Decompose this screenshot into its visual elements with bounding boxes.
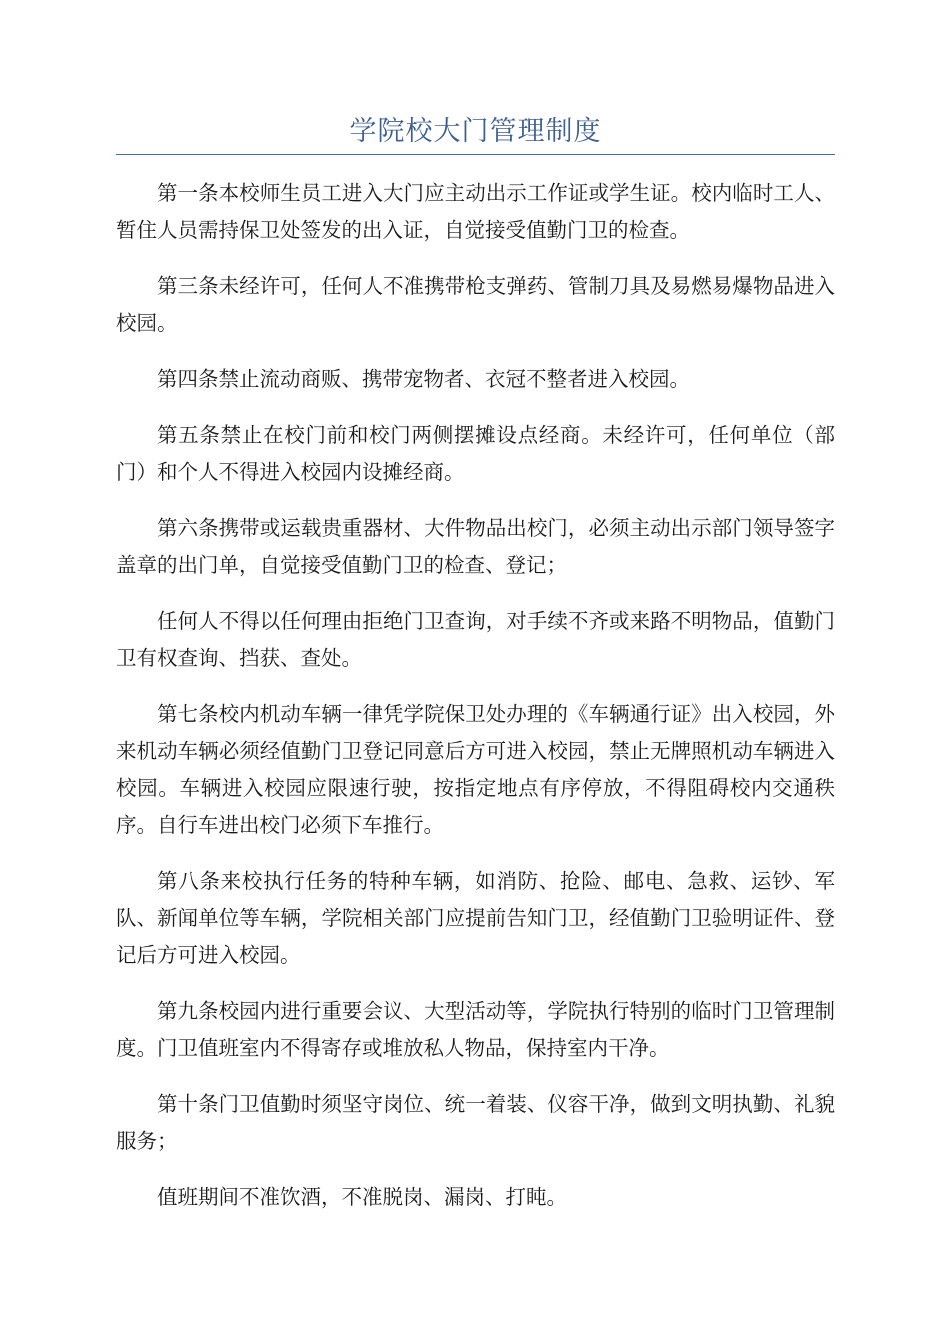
- paragraph-article-10-cont: 值班期间不准饮酒，不准脱岗、漏岗、打盹。: [157, 1185, 567, 1209]
- document-body: [116, 175, 835, 1235]
- document-title: 学院校大门管理制度: [349, 116, 602, 147]
- paragraph-article-4: 第四条禁止流动商贩、携带宠物者、衣冠不整者进入校园。: [157, 367, 690, 391]
- title-underline: [116, 154, 835, 155]
- paragraph-article-6: 第六条携带或运载贵重器材、大件物品出校门，必须主动出示部门领导签字盖章的出门单，自觉接受值勤门卫的检查、登记；: [116, 516, 835, 577]
- paragraph-article-5: 第五条禁止在校门前和校门两侧摆摊设点经商。未经许可，任何单位（部门）和个人不得进入校园内设摊经商。: [116, 423, 835, 484]
- paragraph-article-3: 第三条未经许可，任何人不准携带枪支弹药、管制刀具及易燃易爆物品进入校园。: [116, 274, 835, 335]
- paragraph-article-6-cont: 任何人不得以任何理由拒绝门卫查询，对手续不齐或来路不明物品，值勤门卫有权查询、挡获、查处。: [116, 609, 835, 670]
- paragraph-article-8: 第八条来校执行任务的特种车辆，如消防、抢险、邮电、急救、运钞、军队、新闻单位等车辆，学院相关部门应提前告知门卫，经值勤门卫验明证件、登记后方可进入校园。: [116, 869, 835, 967]
- paragraph-article-7: 第七条校内机动车辆一律凭学院保卫处办理的《车辆通行证》出入校园，外来机动车辆必须经值勤门卫登记同意后方可进入校园，禁止无牌照机动车辆进入校园。车辆进入校园应限速行驶，按指定地点有序停放，不得阻碍校内交通秩序。自行车进出校门必须下车推行。: [116, 702, 835, 837]
- paragraph-article-9: 第九条校园内进行重要会议、大型活动等，学院执行特别的临时门卫管理制度。门卫值班室内不得寄存或堆放私人物品，保持室内干净。: [116, 999, 835, 1060]
- paragraph-article-10: 第十条门卫值勤时须坚守岗位、统一着装、仪容干净，做到文明执勤、礼貌服务；: [116, 1092, 835, 1153]
- paragraph-article-1: 第一条本校师生员工进入大门应主动出示工作证或学生证。校内临时工人、暂住人员需持保卫处签发的出入证，自觉接受值勤门卫的检查。: [116, 181, 835, 242]
